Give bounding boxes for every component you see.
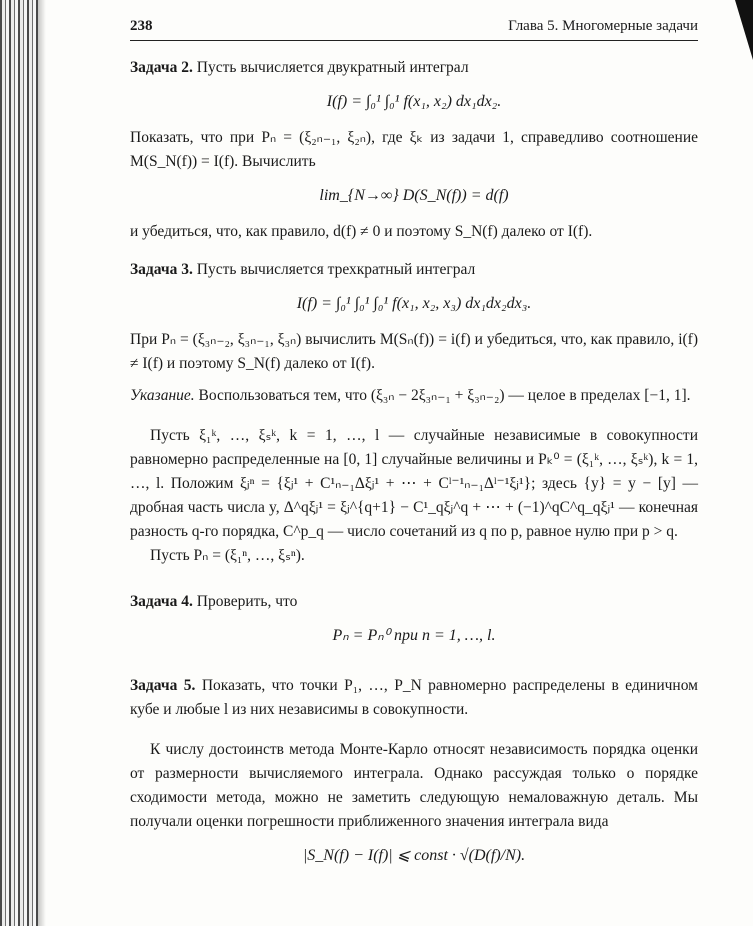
- problem-5-title: Задача 5.: [130, 677, 196, 694]
- problem-3-hint: [130, 384, 698, 408]
- problem-3-intro-text: Пусть вычисляется трехкратный интеграл: [196, 261, 476, 278]
- problem-2-intro-text: Пусть вычисляется двукратный интеграл: [196, 59, 469, 76]
- definitions-points: Пусть Pₙ = (ξ₁ⁿ, …, ξₛⁿ).: [150, 547, 305, 564]
- closing-paragraph: К числу достоинств метода Монте-Карло относят независимость порядка оценки от размерности вычисляемого интеграла. Однако рассуждая только о порядке сходимости метода, можно не заметить следующую немаловажную деталь. Мы получали оценки погрешности приближенного значения интеграла вида: [130, 741, 698, 830]
- hint-text: Воспользоваться тем, что (ξ₃ₙ − 2ξ₃ₙ₋₁ + ξ₃ₙ₋₂) — целое в пределах [−1, 1].: [198, 387, 691, 404]
- problem-2-intro: [130, 56, 698, 80]
- problem-4-intro: [130, 590, 698, 614]
- problem-3-text1: При Pₙ = (ξ₃ₙ₋₂, ξ₃ₙ₋₁, ξ₃ₙ) вычислить M(Sₙ(f)) = i(f) и убедиться, что, как правило, i(f) ≠ I(f) и поэтому S_N(f) далеко от I(f).: [130, 331, 698, 372]
- problem-4-intro-text: Проверить, что: [196, 593, 298, 610]
- formula-triple-integral: I(f) = ∫₀¹ ∫₀¹ ∫₀¹ f(x₁, x₂, x₃) dx₁dx₂dx₃.: [296, 295, 532, 312]
- formula-error-estimate: |S_N(f) − I(f)| ⩽ const · √(D(f)/N).: [302, 847, 526, 864]
- running-header: [130, 18, 698, 41]
- problem-3-intro: [130, 258, 698, 282]
- problem-2-title: Задача 2.: [130, 59, 193, 76]
- problem-2-text2: и убедиться, что, как правило, d(f) ≠ 0 и поэтому S_N(f) далеко от I(f).: [130, 223, 593, 240]
- hint-label: Указание.: [130, 387, 195, 404]
- problem-5: [130, 674, 698, 722]
- scan-corner-mark: [735, 0, 753, 60]
- formula-points-equality: Pₙ = Pₙ⁰ при n = 1, …, l.: [332, 627, 496, 644]
- page-number: 238: [130, 18, 153, 34]
- problem-3-title: Задача 3.: [130, 261, 193, 278]
- problem-4-title: Задача 4.: [130, 593, 193, 610]
- definitions-paragraph: Пусть ξ₁ᵏ, …, ξₛᵏ, k = 1, …, l — случайные независимые в совокупности равномерно распределенные на [0, 1] случайные величины и Pₖ⁰ = (ξ₁ᵏ, …, ξₛᵏ), k = 1, …, l. Положим ξⱼⁿ = {ξⱼ¹ + C¹ₙ₋₁Δξⱼ¹ + ⋯ + Cˡ⁻¹ₙ₋₁Δˡ⁻¹ξⱼ¹}; здесь {y} = y − [y] — дробная часть числа y, Δ^qξⱼ¹ = ξⱼ^{q+1} − C¹_qξⱼ^q + ⋯ + (−1)^qC^q_qξⱼ¹ — конечная разность q-го порядка, C^p_q — число сочетаний из q по p, равное нулю при p > q.: [130, 427, 698, 540]
- chapter-title: Глава 5. Многомерные задачи: [508, 18, 698, 34]
- problem-2-text1: Показать, что при Pₙ = (ξ₂ₙ₋₁, ξ₂ₙ), где ξₖ из задачи 1, справедливо соотношение M(S_N(f)) = I(f). Вычислить: [130, 129, 698, 170]
- page-body: [130, 50, 698, 880]
- problem-5-text: Показать, что точки P₁, …, P_N равномерно распределены в единичном кубе и любые l из них независимы в совокупности.: [130, 677, 698, 718]
- formula-double-integral: I(f) = ∫₀¹ ∫₀¹ f(x₁, x₂) dx₁dx₂.: [326, 93, 502, 110]
- scan-edge-shadow: [0, 0, 38, 926]
- formula-limit-variance: lim_{N→∞} D(S_N(f)) = d(f): [319, 187, 509, 204]
